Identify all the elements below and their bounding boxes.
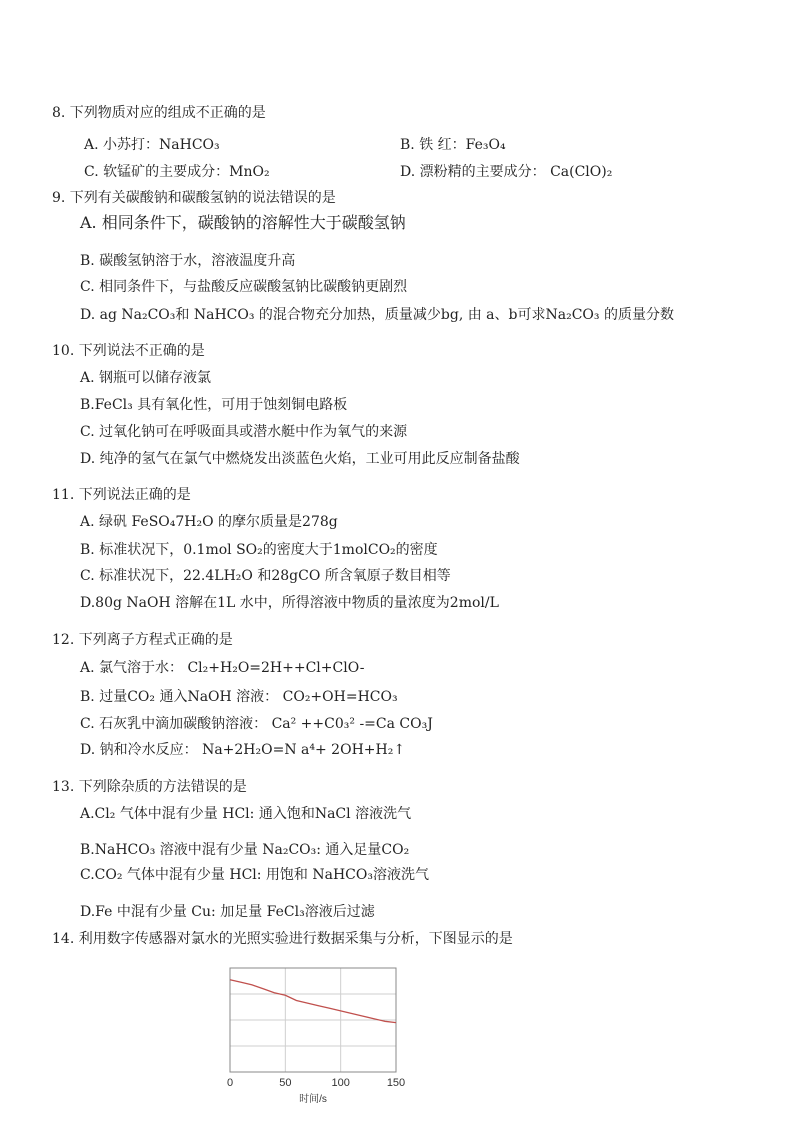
question-10-stem: 10. 下列说法不正确的是 <box>52 343 205 359</box>
chart-grid <box>230 968 396 1072</box>
question-9-option-c: C. 相同条件下，与盐酸反应碳酸氢钠比碳酸钠更剧烈 <box>80 279 408 295</box>
question-11-stem: 11. 下列说法正确的是 <box>52 487 191 503</box>
question-13-option-b: B.NaHCO₃ 溶液中混有少量 Na₂CO₃: 通入足量CO₂ <box>80 842 410 858</box>
question-12-option-d: D. 钠和冷水反应： Na+2H₂O=N a⁴+ 2OH+H₂↑ <box>80 742 406 758</box>
question-12-stem: 12. 下列离子方程式正确的是 <box>52 632 233 648</box>
x-axis-label: 时间/s <box>299 1094 327 1105</box>
question-13-stem: 13. 下列除杂质的方法错误的是 <box>52 779 247 795</box>
question-12-option-a: A. 氯气溶于水： Cl₂+H₂O=2H++Cl+ClO- <box>80 660 365 676</box>
chlorine-water-light-chart <box>220 960 420 1110</box>
question-8-option-b: B. 铁 红：Fe₃O₄ <box>400 137 506 153</box>
question-8-stem: 8. 下列物质对应的组成不正确的是 <box>52 105 266 121</box>
question-11-option-a: A. 绿矾 FeSO₄7H₂O 的摩尔质量是278g <box>80 514 338 530</box>
question-10-option-b: B.FeCl₃ 具有氧化性，可用于蚀刻铜电路板 <box>80 397 348 413</box>
question-10-option-a: A. 钢瓶可以储存液氯 <box>80 370 212 386</box>
question-11-option-c: C. 标准状况下，22.4LH₂O 和28gCO 所含氧原子数目相等 <box>80 568 451 584</box>
x-tick-label: 50 <box>279 1077 292 1089</box>
question-8-option-c: C. 软锰矿的主要成分：MnO₂ <box>84 164 270 180</box>
question-10-option-c: C. 过氧化钠可在呼吸面具或潜水艇中作为氧气的来源 <box>80 424 408 440</box>
question-9-option-a: A. 相同条件下，碳酸钠的溶解性大于碳酸氢钠 <box>80 213 406 232</box>
question-8-option-a: A. 小苏打：NaHCO₃ <box>84 137 220 153</box>
x-tick-label: 150 <box>386 1077 406 1089</box>
question-14-stem: 14. 利用数字传感器对氯水的光照实验进行数据采集与分析，下图显示的是 <box>52 931 513 947</box>
question-13-option-a: A.Cl₂ 气体中混有少量 HCl: 通入饱和NaCl 溶液洗气 <box>80 806 412 822</box>
series-line <box>230 980 396 1023</box>
x-tick-label: 0 <box>226 1077 234 1089</box>
question-9-option-d: D. ag Na₂CO₃和 NaHCO₃ 的混合物充分加热，质量减少bg, 由 a、b可求Na₂CO₃ 的质量分数 <box>80 307 674 323</box>
question-9-stem: 9. 下列有关碳酸钠和碳酸氢钠的说法错误的是 <box>52 190 336 206</box>
question-13-option-c: C.CO₂ 气体中混有少量 HCl: 用饱和 NaHCO₃溶液洗气 <box>80 867 429 883</box>
question-12-option-c: C. 石灰乳中滴加碳酸钠溶液： Ca² ++C0₃² -=Ca CO₃J <box>80 716 433 732</box>
question-11-option-b: B. 标准状况下，0.1mol SO₂的密度大于1molCO₂的密度 <box>80 542 438 558</box>
chart-series-group <box>230 980 396 1023</box>
question-11-option-d: D.80g NaOH 溶解在1L 水中，所得溶液中物质的量浓度为2mol/L <box>80 595 499 611</box>
question-8-option-d: D. 漂粉精的主要成分： Ca(ClO)₂ <box>400 164 613 180</box>
x-tick-label: 100 <box>331 1077 350 1089</box>
x-tick-labels <box>227 1077 405 1089</box>
question-10-option-d: D. 纯净的氢气在氯气中燃烧发出淡蓝色火焰，工业可用此反应制备盐酸 <box>80 451 520 467</box>
question-9-option-b: B. 碳酸氢钠溶于水，溶液温度升高 <box>80 253 296 269</box>
question-13-option-d: D.Fe 中混有少量 Cu: 加足量 FeCl₃溶液后过滤 <box>80 904 375 920</box>
question-12-option-b: B. 过量CO₂ 通入NaOH 溶液： CO₂+OH=HCO₃ <box>80 689 398 705</box>
